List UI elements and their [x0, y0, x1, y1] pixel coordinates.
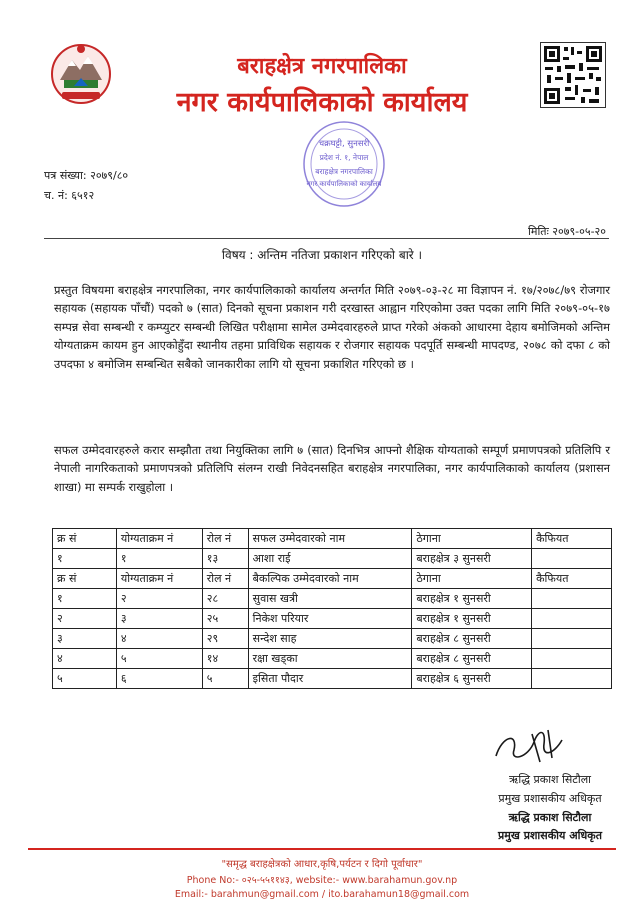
table-cell: ३: [116, 609, 202, 629]
table-row: [53, 669, 612, 689]
table-cell: [532, 669, 612, 689]
table-cell: सन्देश साह: [248, 629, 412, 649]
table-cell: २९: [202, 629, 248, 649]
table-row: [53, 649, 612, 669]
table-cell: बराहक्षेत्र १ सुनसरी: [412, 589, 532, 609]
dispatch-number: च. नं: ६५१२: [44, 189, 95, 202]
signature-scribble: [488, 722, 578, 768]
table-cell: ६: [116, 669, 202, 689]
table-cell: सुवास खत्री: [248, 589, 412, 609]
office-stamp: [300, 118, 388, 210]
table-cell: [532, 589, 612, 609]
office-name: नगर कार्यपालिकाको कार्यालय: [176, 87, 468, 118]
table-header-cell: योग्यताक्रम नं: [116, 529, 202, 549]
table-cell: १: [53, 589, 117, 609]
table-cell: [532, 549, 612, 569]
table-cell: २८: [202, 589, 248, 609]
table-cell: १३: [202, 549, 248, 569]
table-header-cell: सफल उम्मेदवारको नाम: [248, 529, 412, 549]
body-paragraph-1: प्रस्तुत विषयमा बराहक्षेत्र नगरपालिका, नगर कार्यपालिकाको कार्यालय अन्तर्गत मिति २०७९-०३-२८ मा विज्ञापन नं. १७/२०७८/७९ रोजगार सहायक (सहायक पाँचौं) पदको ७ (सात) दिनको सूचना प्रकाशन गरी दरखास्त आह्वान गरिएकोमा उक्त पदका लागि मिति २०७९-०५-१७ सम्पन्न सेवा सम्बन्धी र कम्प्युटर सम्बन्धी लिखित परीक्षामा सामेल उम्मेदवारहरुले प्राप्त गरेको अंकको आधारमा देहाय बमोजिमको अन्तिम योग्यताक्रम कायम हुन आएकोहुँदा स्थानीय तहमा प्राविधिक सहायक र रोजगार सहायक पदपूर्ति सम्बन्धी मापदण्ड, २०७८ को दफा ८ को उपदफा ४ बमोजिम सम्बन्धित सबैको जानकारीका लागि यो सूचना प्रकाशित गरिएको छ ।: [54, 283, 610, 371]
table-cell: रक्षा खड्का: [248, 649, 412, 669]
table-cell: [532, 629, 612, 649]
table-cell: [532, 649, 612, 669]
table-cell: १: [53, 549, 117, 569]
qr-code: [540, 42, 606, 108]
table-cell: १: [116, 549, 202, 569]
table-cell: २: [116, 589, 202, 609]
table-row: [53, 609, 612, 629]
table-header-row-primary: [53, 529, 612, 549]
table-cell: बराहक्षेत्र १ सुनसरी: [412, 609, 532, 629]
table-cell: ३: [53, 629, 117, 649]
header-divider: [44, 238, 609, 239]
table-cell: १४: [202, 649, 248, 669]
results-table: [52, 528, 612, 689]
table-cell: २: [53, 609, 117, 629]
table-cell: बराहक्षेत्र ८ सुनसरी: [412, 629, 532, 649]
svg-text:बराहक्षेत्र नगरपालिका: बराहक्षेत्र नगरपालिका: [315, 167, 373, 176]
signatory-title: प्रमुख प्रशासकीय अधिकृत: [498, 792, 602, 805]
table-header-cell: बैकल्पिक उम्मेदवारको नाम: [248, 569, 412, 589]
stamp-signatory-name: ऋद्धि प्रकाश सिटौला: [508, 811, 592, 824]
table-cell: ५: [53, 669, 117, 689]
table-cell: ५: [202, 669, 248, 689]
svg-text:नगर कार्यपालिकाको कार्यालय: नगर कार्यपालिकाको कार्यालय: [306, 180, 382, 188]
table-cell: ४: [53, 649, 117, 669]
table-header-cell: रोल नं: [202, 569, 248, 589]
table-cell: आशा राई: [248, 549, 412, 569]
stamp-signatory-title: प्रमुख प्रशासकीय अधिकृत: [498, 829, 602, 842]
table-cell: निकेश परियार: [248, 609, 412, 629]
table-cell: ४: [116, 629, 202, 649]
table-header-row-alternate: [53, 569, 612, 589]
letter-reference-number: पत्र संख्या: २०७९/८०: [44, 169, 129, 182]
table-header-cell: कैफियत: [532, 569, 612, 589]
footer-divider: [28, 848, 616, 850]
svg-text:चक्रघट्टी, सुनसरी: चक्रघट्टी, सुनसरी: [318, 139, 370, 149]
table-cell: २५: [202, 609, 248, 629]
body-paragraph-2: सफल उम्मेदवारहरुले करार सम्झौता तथा नियुक्तिका लागि ७ (सात) दिनभित्र आफ्नो शैक्षिक योग्यताको सम्पूर्ण प्रमाणपत्रको प्रतिलिपि र नेपाली नागरिकताको प्रमाणपत्रको प्रतिलिपि संलग्न राखी निवेदनसहित बराहक्षेत्र नगरपालिका, नगर कार्यपालिकाको कार्यालय (प्रशासन शाखा) मा सम्पर्क राखुहोला ।: [54, 443, 610, 494]
table-header-cell: ठेगाना: [412, 529, 532, 549]
table-cell: बराहक्षेत्र ३ सुनसरी: [412, 549, 532, 569]
table-header-cell: कैफियत: [532, 529, 612, 549]
table-row: [53, 589, 612, 609]
table-cell: बराहक्षेत्र ८ सुनसरी: [412, 649, 532, 669]
table-header-cell: क्र सं: [53, 569, 117, 589]
municipality-name: बराहक्षेत्र नगरपालिका: [237, 54, 407, 79]
letter-date: मितिः २०७९-०५-२०: [528, 225, 606, 238]
table-cell: ५: [116, 649, 202, 669]
table-cell: [532, 609, 612, 629]
footer-slogan: "समृद्ध बराहक्षेत्रको आधार,कृषि,पर्यटन र दिगो पूर्वाधार": [221, 859, 423, 870]
table-header-cell: ठेगाना: [412, 569, 532, 589]
table-header-cell: योग्यताक्रम नं: [116, 569, 202, 589]
letter-subject: विषय : अन्तिम नतिजा प्रकाशन गरिएको बारे ।: [221, 248, 423, 262]
table-cell: इसिता पौदार: [248, 669, 412, 689]
table-row: [53, 549, 612, 569]
table-cell: बराहक्षेत्र ६ सुनसरी: [412, 669, 532, 689]
signatory-name: ऋद्धि प्रकाश सिटौला: [508, 773, 592, 786]
footer-contact: Phone No:- ०२५-५५११४३, website:- www.barahamun.gov.np: [186, 875, 458, 886]
table-row: [53, 629, 612, 649]
footer-email: Email:- barahmun@gmail.com / ito.barahamun18@gmail.com: [174, 889, 470, 900]
table-header-cell: क्र सं: [53, 529, 117, 549]
table-header-cell: रोल नं: [202, 529, 248, 549]
svg-text:प्रदेश नं. १, नेपाल: प्रदेश नं. १, नेपाल: [319, 153, 369, 162]
